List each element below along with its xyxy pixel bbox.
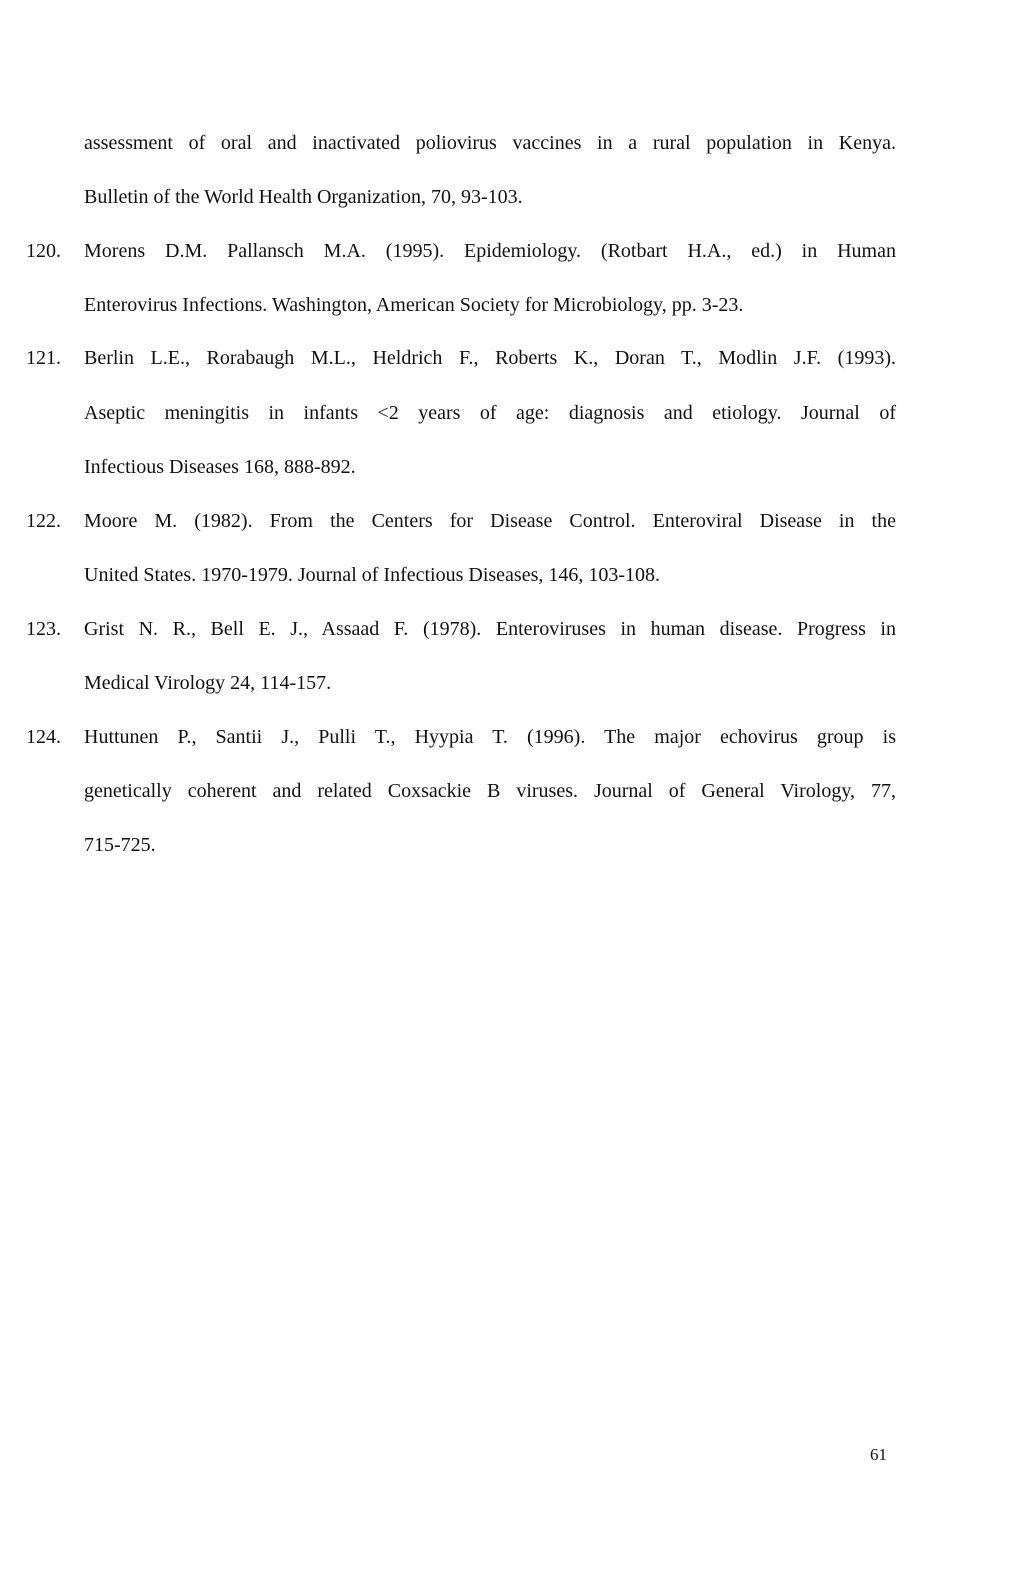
text-line: Bulletin of the World Health Organization, 70, 93-103.: [84, 186, 523, 208]
text-line: Huttunen P., Santii J., Pulli T., Hyypia T. (1996). The major echovirus group is: [84, 726, 896, 748]
reference-number: 121.: [26, 347, 61, 369]
reference-number: 123.: [26, 618, 61, 640]
text-line: Infectious Diseases 168, 888-892.: [84, 456, 356, 478]
text-line: Grist N. R., Bell E. J., Assaad F. (1978). Enteroviruses in human disease. Progress in: [84, 618, 896, 640]
text-line: Morens D.M. Pallansch M.A. (1995). Epidemiology. (Rotbart H.A., ed.) in Human: [84, 240, 896, 262]
text-line: Aseptic meningitis in infants <2 years of age: diagnosis and etiology. Journal of: [84, 402, 896, 424]
text-line: assessment of oral and inactivated poliovirus vaccines in a rural population in Kenya.: [84, 132, 896, 154]
text-line: Enterovirus Infections. Washington, American Society for Microbiology, pp. 3-23.: [84, 294, 744, 316]
reference-number: 124.: [26, 726, 61, 748]
text-line: Moore M. (1982). From the Centers for Disease Control. Enteroviral Disease in the: [84, 510, 896, 532]
text-line: Berlin L.E., Rorabaugh M.L., Heldrich F., Roberts K., Doran T., Modlin J.F. (1993).: [84, 347, 896, 369]
reference-number: 120.: [26, 240, 61, 262]
text-line: Medical Virology 24, 114-157.: [84, 672, 332, 694]
text-line: United States. 1970-1979. Journal of Infectious Diseases, 146, 103-108.: [84, 564, 661, 586]
text-line: genetically coherent and related Coxsackie B viruses. Journal of General Virology, 77,: [84, 780, 896, 802]
text-line: 715-725.: [84, 834, 156, 856]
reference-number: 122.: [26, 510, 61, 532]
page-number: 61: [870, 1445, 887, 1464]
